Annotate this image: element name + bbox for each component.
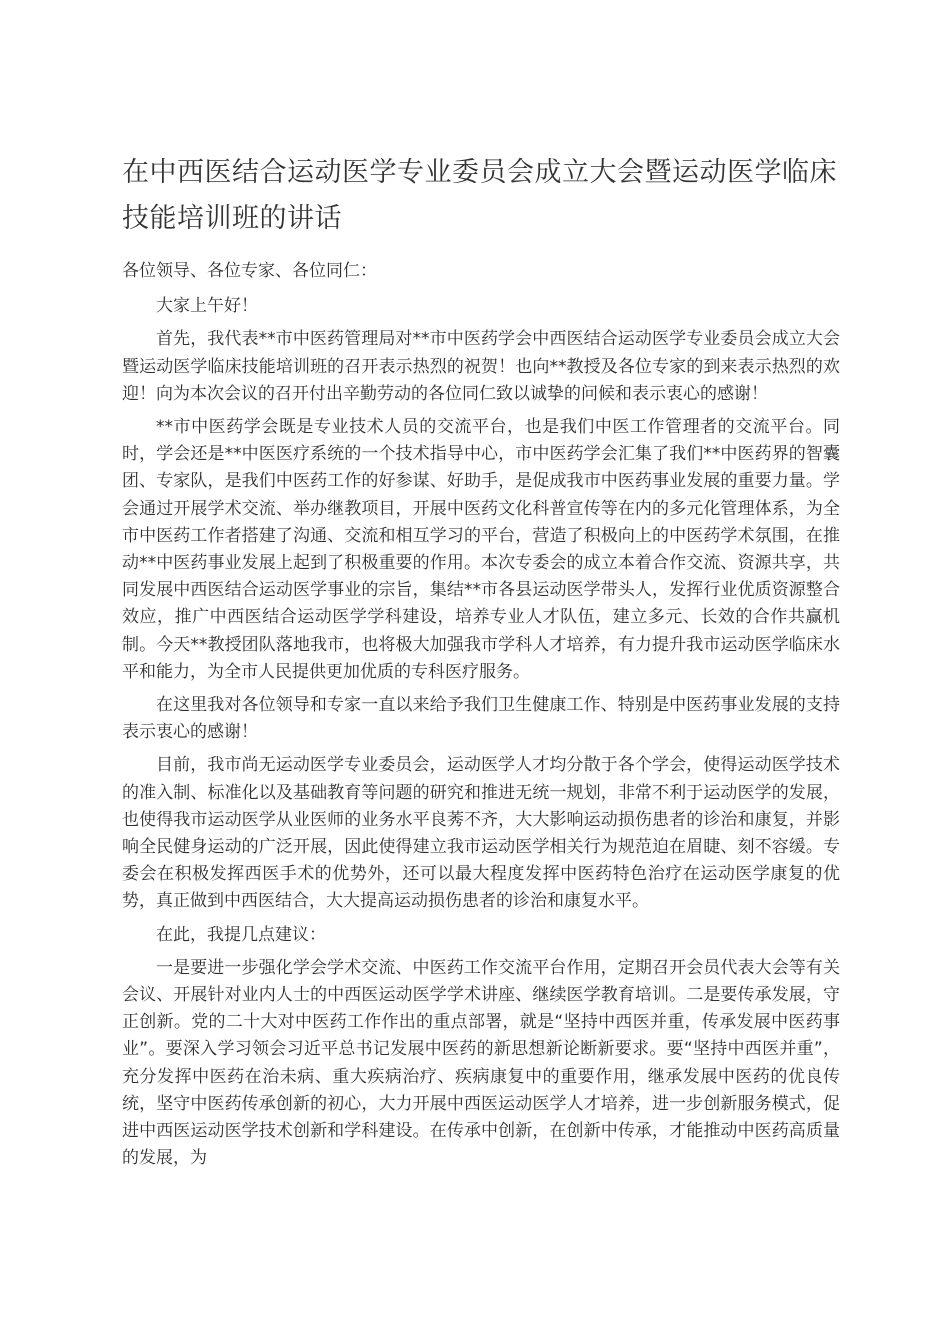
paragraph-society-role: **市中医药学会既是专业技术人员的交流平台，也是我们中医工作管理者的交流平台。同时，学会还是**中医医疗系统的一个技术指导中心，市中医药学会汇集了我们**中医药界的智囊团、专家队，是我们中医药工作的好参谋、好助手，是促成我市中医药事业发展的重要力量。学会通过开展学术交流、举办继教项目，开展中医药文化科普宣传等在内的多元化管理体系，为全市中医药工作者搭建了沟通、交流和相互学习的平台，营造了积极向上的中医药学术氛围，在推动**中医药事业发展上起到了积极重要的作用。本次专委会的成立本着合作交流、资源共享，共同发展中西医结合运动医学事业的宗旨，集结**市各县运动医学带头人，发挥行业优质资源整合效应，推广中西医结合运动医学学科建设，培养专业人才队伍，建立多元、长效的合作共赢机制。今天**教授团队落地我市，也将极大加强我市学科人才培养，有力提升我市运动医学临床水平和能力，为全市人民提供更加优质的专科医疗服务。 [122,417,840,682]
paragraph-thanks: 在这里我对各位领导和专家一直以来给予我们卫生健康工作、特别是中医药事业发展的支持表示衷心的感谢！ [122,695,840,743]
paragraph-suggestions-intro: 在此，我提几点建议： [156,924,326,945]
paragraph-greeting: 大家上午好！ [156,296,258,317]
salutation: 各位领导、各位专家、各位同仁： [122,261,377,281]
paragraph-suggestions: 一是要进一步强化学会学术交流、中医药工作交流平台作用，定期召开会员代表大会等有关会议、开展针对业内人士的中西医运动医学学术讲座、继续医学教育培训。二是要传承发展，守正创新。党的二十大对中医药工作作出的重点部署，就是“坚持中西医并重，传承发展中医药事业”。要深入学习领会习近平总书记发展中医药的新思想新论断新要求。要“坚持中西医并重”，充分发挥中医药在治未病、重大疾病治疗、疾病康复中的重要作用，继承发展中医药的优良传统，坚守中医药传承创新的初心，大力开展中西医运动医学人才培养，进一步创新服务模式，促进中西医运动医学技术创新和学科建设。在传承中创新，在创新中传承，才能推动中医药高质量的发展，为 [122,957,840,1169]
paragraph-current-situation: 目前，我市尚无运动医学专业委员会，运动医学人才均分散于各个学会，使得运动医学技术的准入制、标准化以及基础教育等问题的研究和推进无统一规划，非常不利于运动医学的发展，也使得我市运动医学从业医师的业务水平良莠不齐，大大影响运动损伤患者的诊治和康复，并影响全民健身运动的广泛开展，因此使得建立我市运动医学相关行为规范迫在眉睫、刻不容缓。专委会在积极发挥西医手术的优势外，还可以最大程度发挥中医药特色治疗在运动医学康复的优势，真正做到中西医结合，大大提高运动损伤患者的诊治和康复水平。 [122,755,840,912]
paragraph-congratulations: 首先，我代表**市中医药管理局对**市中医药学会中西医结合运动医学专业委员会成立大会暨运动医学临床技能培训班的召开表示热烈的祝贺！也向**教授及各位专家的到来表示热烈的欢迎！向为本次会议的召开付出辛勤劳动的各位同仁致以诚挚的问候和表示衷心的感谢！ [122,329,840,404]
document-body [122,258,840,1179]
document-title: 在中西医结合运动医学专业委员会成立大会暨运动医学临床技能培训班的讲话 [122,157,837,234]
